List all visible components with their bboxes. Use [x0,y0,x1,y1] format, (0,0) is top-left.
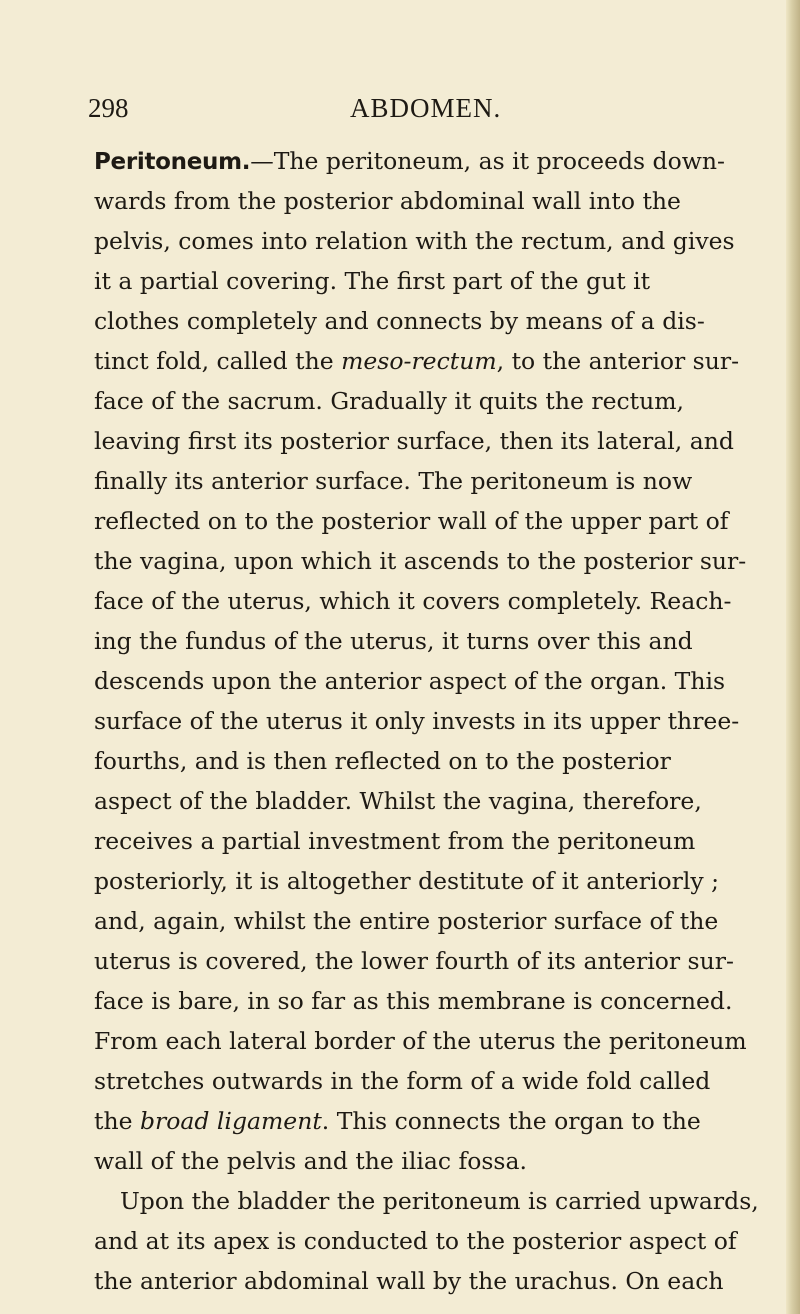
text-line: receives a partial investment from the peritoneum [94,827,696,855]
text-line: Upon the bladder the peritoneum is carried upwards, [120,1187,759,1215]
text-line: uterus is covered, the lower fourth of its anterior sur- [94,947,734,975]
text-line: wall of the pelvis and the iliac fossa. [94,1147,527,1175]
term-meso-rectum: meso-rectum [341,347,497,375]
text-line: the broad ligament. This connects the organ to the [94,1107,701,1135]
text-line: posteriorly, it is altogether destitute of it anteriorly ; [94,867,719,895]
text-line: and at its apex is conducted to the posterior aspect of [94,1227,737,1255]
text-line: surface of the uterus it only invests in its upper three- [94,707,740,735]
text-line: finally its anterior surface. The peritoneum is now [94,467,693,495]
text-line: wards from the posterior abdominal wall into the [94,187,681,215]
text-line: Peritoneum.—The peritoneum, as it proceeds down- [94,147,725,175]
text-line: face of the uterus, which it covers completely. Reach- [94,587,732,615]
text-line: fourths, and is then reflected on to the posterior [94,747,671,775]
section-heading: Peritoneum. [94,149,251,175]
page-edge-shadow [786,0,800,1314]
text-line: descends upon the anterior aspect of the organ. This [94,667,726,695]
text-line: face of the sacrum. Gradually it quits the rectum, [94,387,685,415]
page-number: 298 [88,93,129,123]
text-line: leaving first its posterior surface, then its lateral, and [94,427,734,455]
running-head: ABDOMEN. [350,93,502,123]
text-line: the vagina, upon which it ascends to the posterior sur- [94,547,747,575]
text-line: face is bare, in so far as this membrane is concerned. [94,987,733,1015]
text-line: aspect of the bladder. Whilst the vagina, therefore, [94,787,702,815]
term-broad-ligament: broad ligament [139,1107,322,1135]
text-line: tinct fold, called the meso-rectum, to the anterior sur- [94,347,740,375]
text-line: the anterior abdominal wall by the urachus. On each [94,1267,724,1295]
text-line: ing the fundus of the uterus, it turns over this and [94,627,693,655]
text-line: pelvis, comes into relation with the rectum, and gives [94,227,735,255]
text-line: From each lateral border of the uterus the peritoneum [94,1027,747,1055]
text-line: stretches outwards in the form of a wide fold called [94,1067,711,1095]
text-line: and, again, whilst the entire posterior surface of the [94,907,719,935]
page-header [88,88,688,128]
text-line: clothes completely and connects by means of a dis- [94,307,705,335]
text-line: reflected on to the posterior wall of the upper part of [94,507,729,535]
text-line: it a partial covering. The first part of the gut it [94,267,651,295]
